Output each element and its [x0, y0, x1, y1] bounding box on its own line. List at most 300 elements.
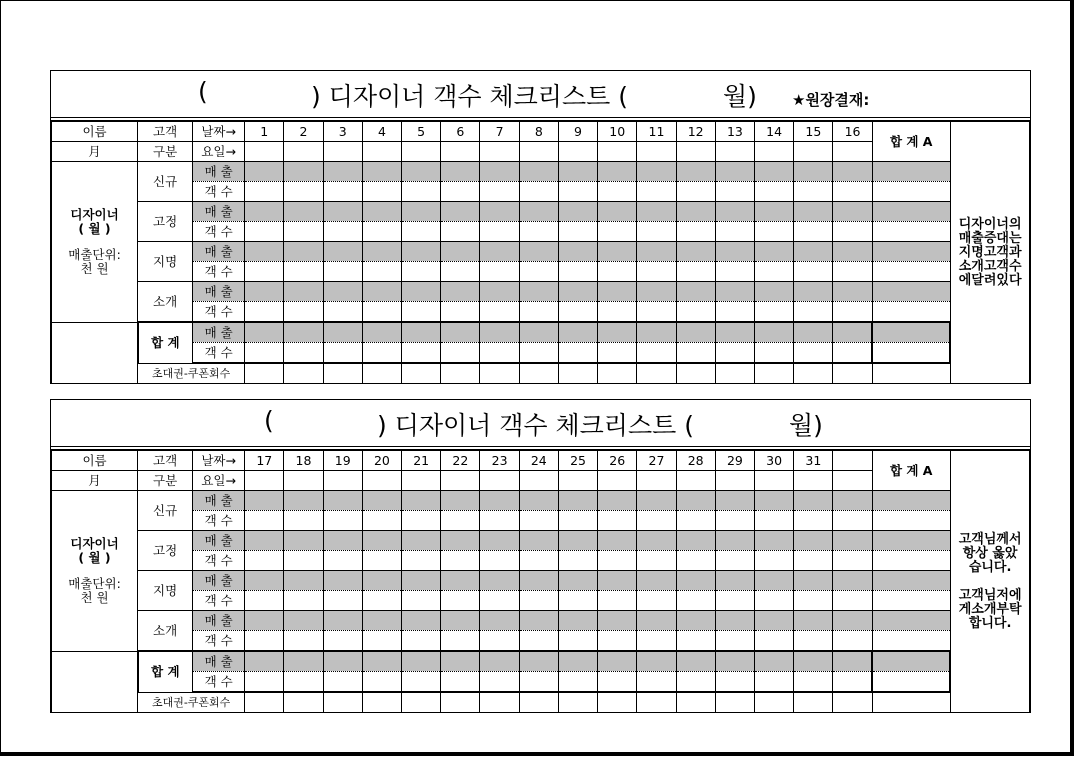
total-sales-cell[interactable] — [441, 322, 480, 343]
total-count-cell[interactable] — [245, 343, 284, 364]
total-count-cell[interactable] — [441, 672, 480, 693]
coupon-cell[interactable] — [676, 363, 715, 384]
sales-cell[interactable] — [362, 491, 401, 511]
sales-cell[interactable] — [598, 162, 637, 182]
sales-cell[interactable] — [755, 202, 794, 222]
sales-cell[interactable] — [558, 202, 597, 222]
total-sales-cell[interactable] — [558, 651, 597, 672]
sales-cell[interactable] — [362, 571, 401, 591]
weekday-cell[interactable] — [833, 142, 872, 162]
count-cell[interactable] — [480, 262, 519, 282]
sales-cell[interactable] — [833, 242, 872, 262]
weekday-cell[interactable] — [245, 142, 284, 162]
sales-cell[interactable] — [480, 162, 519, 182]
sales-cell[interactable] — [872, 282, 950, 302]
count-cell[interactable] — [794, 551, 833, 571]
coupon-cell[interactable] — [362, 692, 401, 713]
sales-cell[interactable] — [441, 202, 480, 222]
coupon-cell[interactable] — [755, 363, 794, 384]
count-cell[interactable] — [872, 551, 950, 571]
count-cell[interactable] — [519, 302, 558, 323]
count-cell[interactable] — [755, 302, 794, 323]
count-cell[interactable] — [598, 262, 637, 282]
sales-cell[interactable] — [676, 571, 715, 591]
coupon-cell[interactable] — [245, 692, 284, 713]
weekday-cell[interactable] — [755, 471, 794, 491]
sales-cell[interactable] — [480, 571, 519, 591]
count-cell[interactable] — [284, 551, 323, 571]
coupon-cell[interactable] — [598, 692, 637, 713]
sales-cell[interactable] — [715, 491, 754, 511]
count-cell[interactable] — [402, 302, 441, 323]
count-cell[interactable] — [245, 302, 284, 323]
weekday-cell[interactable] — [794, 142, 833, 162]
count-cell[interactable] — [794, 262, 833, 282]
count-cell[interactable] — [833, 591, 872, 611]
count-cell[interactable] — [480, 302, 519, 323]
sales-cell[interactable] — [558, 242, 597, 262]
sales-cell[interactable] — [676, 242, 715, 262]
count-cell[interactable] — [323, 182, 362, 202]
total-count-cell[interactable] — [833, 343, 872, 364]
sales-cell[interactable] — [245, 282, 284, 302]
weekday-cell[interactable] — [245, 471, 284, 491]
sales-cell[interactable] — [598, 202, 637, 222]
coupon-cell[interactable] — [558, 363, 597, 384]
sales-cell[interactable] — [794, 162, 833, 182]
sales-cell[interactable] — [402, 202, 441, 222]
total-count-cell[interactable] — [284, 672, 323, 693]
sales-cell[interactable] — [284, 202, 323, 222]
count-cell[interactable] — [715, 302, 754, 323]
count-cell[interactable] — [441, 182, 480, 202]
total-sales-cell[interactable] — [794, 651, 833, 672]
sales-cell[interactable] — [598, 611, 637, 631]
sales-cell[interactable] — [833, 611, 872, 631]
count-cell[interactable] — [598, 631, 637, 652]
total-count-cell[interactable] — [833, 672, 872, 693]
count-cell[interactable] — [558, 631, 597, 652]
sales-cell[interactable] — [755, 242, 794, 262]
sales-cell[interactable] — [480, 282, 519, 302]
coupon-cell[interactable] — [872, 692, 950, 713]
total-sales-cell[interactable] — [402, 322, 441, 343]
sales-cell[interactable] — [794, 202, 833, 222]
weekday-cell[interactable] — [637, 471, 676, 491]
coupon-cell[interactable] — [794, 363, 833, 384]
sales-cell[interactable] — [245, 202, 284, 222]
count-cell[interactable] — [637, 631, 676, 652]
count-cell[interactable] — [598, 551, 637, 571]
sales-cell[interactable] — [872, 491, 950, 511]
sales-cell[interactable] — [872, 611, 950, 631]
total-count-cell[interactable] — [872, 672, 950, 693]
sales-cell[interactable] — [323, 611, 362, 631]
count-cell[interactable] — [558, 511, 597, 531]
count-cell[interactable] — [833, 551, 872, 571]
sales-cell[interactable] — [519, 162, 558, 182]
sales-cell[interactable] — [441, 571, 480, 591]
count-cell[interactable] — [676, 631, 715, 652]
sales-cell[interactable] — [245, 162, 284, 182]
total-sales-cell[interactable] — [519, 322, 558, 343]
sales-cell[interactable] — [833, 571, 872, 591]
count-cell[interactable] — [598, 182, 637, 202]
sales-cell[interactable] — [872, 242, 950, 262]
coupon-cell[interactable] — [480, 363, 519, 384]
count-cell[interactable] — [872, 631, 950, 652]
sales-cell[interactable] — [715, 611, 754, 631]
total-count-cell[interactable] — [402, 343, 441, 364]
count-cell[interactable] — [441, 591, 480, 611]
total-count-cell[interactable] — [480, 343, 519, 364]
total-sales-cell[interactable] — [872, 322, 950, 343]
total-count-cell[interactable] — [715, 343, 754, 364]
sales-cell[interactable] — [441, 282, 480, 302]
sales-cell[interactable] — [441, 611, 480, 631]
sales-cell[interactable] — [323, 202, 362, 222]
count-cell[interactable] — [755, 222, 794, 242]
total-sales-cell[interactable] — [402, 651, 441, 672]
coupon-cell[interactable] — [323, 692, 362, 713]
coupon-cell[interactable] — [402, 692, 441, 713]
total-sales-cell[interactable] — [245, 651, 284, 672]
sales-cell[interactable] — [441, 242, 480, 262]
sales-cell[interactable] — [402, 571, 441, 591]
weekday-cell[interactable] — [441, 142, 480, 162]
sales-cell[interactable] — [833, 531, 872, 551]
sales-cell[interactable] — [872, 162, 950, 182]
sales-cell[interactable] — [402, 491, 441, 511]
weekday-cell[interactable] — [519, 142, 558, 162]
count-cell[interactable] — [519, 511, 558, 531]
coupon-cell[interactable] — [362, 363, 401, 384]
sales-cell[interactable] — [715, 531, 754, 551]
weekday-cell[interactable] — [637, 142, 676, 162]
sales-cell[interactable] — [676, 162, 715, 182]
count-cell[interactable] — [245, 631, 284, 652]
count-cell[interactable] — [362, 262, 401, 282]
total-sales-cell[interactable] — [362, 322, 401, 343]
sales-cell[interactable] — [833, 162, 872, 182]
weekday-cell[interactable] — [558, 142, 597, 162]
count-cell[interactable] — [833, 182, 872, 202]
sales-cell[interactable] — [323, 491, 362, 511]
sales-cell[interactable] — [362, 162, 401, 182]
sales-cell[interactable] — [872, 571, 950, 591]
count-cell[interactable] — [755, 511, 794, 531]
sales-cell[interactable] — [245, 531, 284, 551]
sales-cell[interactable] — [676, 611, 715, 631]
count-cell[interactable] — [637, 262, 676, 282]
coupon-cell[interactable] — [833, 363, 872, 384]
sales-cell[interactable] — [637, 531, 676, 551]
count-cell[interactable] — [323, 262, 362, 282]
sales-cell[interactable] — [676, 531, 715, 551]
total-sales-cell[interactable] — [833, 322, 872, 343]
sales-cell[interactable] — [441, 162, 480, 182]
coupon-cell[interactable] — [715, 692, 754, 713]
weekday-cell[interactable] — [715, 471, 754, 491]
total-count-cell[interactable] — [480, 672, 519, 693]
count-cell[interactable] — [637, 182, 676, 202]
count-cell[interactable] — [362, 591, 401, 611]
total-count-cell[interactable] — [323, 343, 362, 364]
sales-cell[interactable] — [715, 242, 754, 262]
count-cell[interactable] — [284, 302, 323, 323]
count-cell[interactable] — [715, 631, 754, 652]
total-sales-cell[interactable] — [833, 651, 872, 672]
total-sales-cell[interactable] — [676, 322, 715, 343]
count-cell[interactable] — [872, 262, 950, 282]
sales-cell[interactable] — [558, 491, 597, 511]
sales-cell[interactable] — [755, 491, 794, 511]
total-sales-cell[interactable] — [598, 651, 637, 672]
count-cell[interactable] — [755, 182, 794, 202]
sales-cell[interactable] — [362, 202, 401, 222]
count-cell[interactable] — [755, 591, 794, 611]
sales-cell[interactable] — [872, 202, 950, 222]
count-cell[interactable] — [402, 591, 441, 611]
sales-cell[interactable] — [598, 242, 637, 262]
count-cell[interactable] — [402, 222, 441, 242]
sales-cell[interactable] — [833, 491, 872, 511]
weekday-cell[interactable] — [676, 471, 715, 491]
sales-cell[interactable] — [519, 531, 558, 551]
sales-cell[interactable] — [794, 611, 833, 631]
count-cell[interactable] — [872, 222, 950, 242]
sales-cell[interactable] — [480, 202, 519, 222]
coupon-cell[interactable] — [480, 692, 519, 713]
coupon-cell[interactable] — [284, 363, 323, 384]
sales-cell[interactable] — [519, 611, 558, 631]
coupon-cell[interactable] — [755, 692, 794, 713]
count-cell[interactable] — [402, 511, 441, 531]
count-cell[interactable] — [480, 182, 519, 202]
total-count-cell[interactable] — [284, 343, 323, 364]
coupon-cell[interactable] — [519, 692, 558, 713]
count-cell[interactable] — [323, 591, 362, 611]
count-cell[interactable] — [558, 551, 597, 571]
count-cell[interactable] — [519, 222, 558, 242]
total-count-cell[interactable] — [441, 343, 480, 364]
sales-cell[interactable] — [558, 611, 597, 631]
total-sales-cell[interactable] — [441, 651, 480, 672]
count-cell[interactable] — [245, 182, 284, 202]
sales-cell[interactable] — [755, 282, 794, 302]
total-count-cell[interactable] — [245, 672, 284, 693]
sales-cell[interactable] — [245, 571, 284, 591]
count-cell[interactable] — [441, 551, 480, 571]
weekday-cell[interactable] — [833, 471, 872, 491]
total-sales-cell[interactable] — [362, 651, 401, 672]
count-cell[interactable] — [676, 182, 715, 202]
count-cell[interactable] — [755, 631, 794, 652]
weekday-cell[interactable] — [558, 471, 597, 491]
weekday-cell[interactable] — [362, 471, 401, 491]
total-sales-cell[interactable] — [637, 651, 676, 672]
sales-cell[interactable] — [480, 531, 519, 551]
count-cell[interactable] — [872, 511, 950, 531]
count-cell[interactable] — [715, 262, 754, 282]
sales-cell[interactable] — [362, 611, 401, 631]
total-sales-cell[interactable] — [284, 322, 323, 343]
count-cell[interactable] — [284, 511, 323, 531]
count-cell[interactable] — [794, 302, 833, 323]
count-cell[interactable] — [519, 591, 558, 611]
sales-cell[interactable] — [637, 162, 676, 182]
coupon-cell[interactable] — [833, 692, 872, 713]
sales-cell[interactable] — [715, 571, 754, 591]
weekday-cell[interactable] — [519, 471, 558, 491]
total-count-cell[interactable] — [519, 343, 558, 364]
count-cell[interactable] — [441, 222, 480, 242]
total-count-cell[interactable] — [676, 672, 715, 693]
count-cell[interactable] — [558, 591, 597, 611]
weekday-cell[interactable] — [323, 471, 362, 491]
coupon-cell[interactable] — [872, 363, 950, 384]
sales-cell[interactable] — [402, 611, 441, 631]
count-cell[interactable] — [284, 591, 323, 611]
total-count-cell[interactable] — [323, 672, 362, 693]
coupon-cell[interactable] — [323, 363, 362, 384]
total-sales-cell[interactable] — [755, 651, 794, 672]
total-count-cell[interactable] — [872, 343, 950, 364]
weekday-cell[interactable] — [715, 142, 754, 162]
count-cell[interactable] — [715, 222, 754, 242]
sales-cell[interactable] — [558, 571, 597, 591]
sales-cell[interactable] — [284, 491, 323, 511]
count-cell[interactable] — [480, 591, 519, 611]
sales-cell[interactable] — [676, 202, 715, 222]
count-cell[interactable] — [245, 262, 284, 282]
count-cell[interactable] — [558, 302, 597, 323]
sales-cell[interactable] — [637, 282, 676, 302]
count-cell[interactable] — [245, 511, 284, 531]
total-sales-cell[interactable] — [245, 322, 284, 343]
total-count-cell[interactable] — [402, 672, 441, 693]
sales-cell[interactable] — [676, 491, 715, 511]
count-cell[interactable] — [284, 222, 323, 242]
sales-cell[interactable] — [676, 282, 715, 302]
count-cell[interactable] — [676, 591, 715, 611]
count-cell[interactable] — [794, 591, 833, 611]
weekday-cell[interactable] — [284, 142, 323, 162]
count-cell[interactable] — [284, 631, 323, 652]
count-cell[interactable] — [833, 302, 872, 323]
count-cell[interactable] — [715, 551, 754, 571]
count-cell[interactable] — [245, 591, 284, 611]
sales-cell[interactable] — [402, 531, 441, 551]
sales-cell[interactable] — [872, 531, 950, 551]
count-cell[interactable] — [598, 591, 637, 611]
count-cell[interactable] — [362, 631, 401, 652]
count-cell[interactable] — [519, 262, 558, 282]
weekday-cell[interactable] — [676, 142, 715, 162]
count-cell[interactable] — [794, 511, 833, 531]
total-sales-cell[interactable] — [323, 322, 362, 343]
count-cell[interactable] — [637, 302, 676, 323]
sales-cell[interactable] — [441, 531, 480, 551]
sales-cell[interactable] — [715, 202, 754, 222]
sales-cell[interactable] — [245, 242, 284, 262]
count-cell[interactable] — [284, 182, 323, 202]
count-cell[interactable] — [441, 631, 480, 652]
count-cell[interactable] — [794, 182, 833, 202]
sales-cell[interactable] — [755, 162, 794, 182]
count-cell[interactable] — [402, 631, 441, 652]
sales-cell[interactable] — [755, 571, 794, 591]
total-count-cell[interactable] — [676, 343, 715, 364]
count-cell[interactable] — [558, 222, 597, 242]
count-cell[interactable] — [794, 222, 833, 242]
sales-cell[interactable] — [362, 531, 401, 551]
count-cell[interactable] — [598, 302, 637, 323]
coupon-cell[interactable] — [441, 692, 480, 713]
total-sales-cell[interactable] — [676, 651, 715, 672]
count-cell[interactable] — [362, 511, 401, 531]
total-sales-cell[interactable] — [558, 322, 597, 343]
total-sales-cell[interactable] — [598, 322, 637, 343]
sales-cell[interactable] — [284, 242, 323, 262]
count-cell[interactable] — [245, 222, 284, 242]
count-cell[interactable] — [480, 631, 519, 652]
total-count-cell[interactable] — [558, 343, 597, 364]
total-sales-cell[interactable] — [755, 322, 794, 343]
sales-cell[interactable] — [402, 282, 441, 302]
weekday-cell[interactable] — [755, 142, 794, 162]
count-cell[interactable] — [323, 511, 362, 531]
count-cell[interactable] — [284, 262, 323, 282]
sales-cell[interactable] — [519, 491, 558, 511]
total-sales-cell[interactable] — [480, 651, 519, 672]
count-cell[interactable] — [519, 631, 558, 652]
coupon-cell[interactable] — [519, 363, 558, 384]
count-cell[interactable] — [676, 222, 715, 242]
count-cell[interactable] — [833, 222, 872, 242]
sales-cell[interactable] — [323, 162, 362, 182]
count-cell[interactable] — [480, 222, 519, 242]
count-cell[interactable] — [441, 302, 480, 323]
count-cell[interactable] — [598, 511, 637, 531]
count-cell[interactable] — [872, 182, 950, 202]
count-cell[interactable] — [755, 262, 794, 282]
count-cell[interactable] — [323, 631, 362, 652]
count-cell[interactable] — [715, 511, 754, 531]
sales-cell[interactable] — [755, 531, 794, 551]
coupon-cell[interactable] — [676, 692, 715, 713]
weekday-cell[interactable] — [402, 471, 441, 491]
weekday-cell[interactable] — [598, 471, 637, 491]
sales-cell[interactable] — [284, 611, 323, 631]
sales-cell[interactable] — [794, 491, 833, 511]
total-count-cell[interactable] — [362, 343, 401, 364]
weekday-cell[interactable] — [441, 471, 480, 491]
coupon-cell[interactable] — [598, 363, 637, 384]
count-cell[interactable] — [637, 551, 676, 571]
sales-cell[interactable] — [833, 282, 872, 302]
count-cell[interactable] — [833, 511, 872, 531]
sales-cell[interactable] — [362, 242, 401, 262]
coupon-cell[interactable] — [558, 692, 597, 713]
total-count-cell[interactable] — [755, 672, 794, 693]
sales-cell[interactable] — [362, 282, 401, 302]
count-cell[interactable] — [676, 262, 715, 282]
total-sales-cell[interactable] — [872, 651, 950, 672]
sales-cell[interactable] — [284, 282, 323, 302]
sales-cell[interactable] — [245, 491, 284, 511]
sales-cell[interactable] — [637, 611, 676, 631]
